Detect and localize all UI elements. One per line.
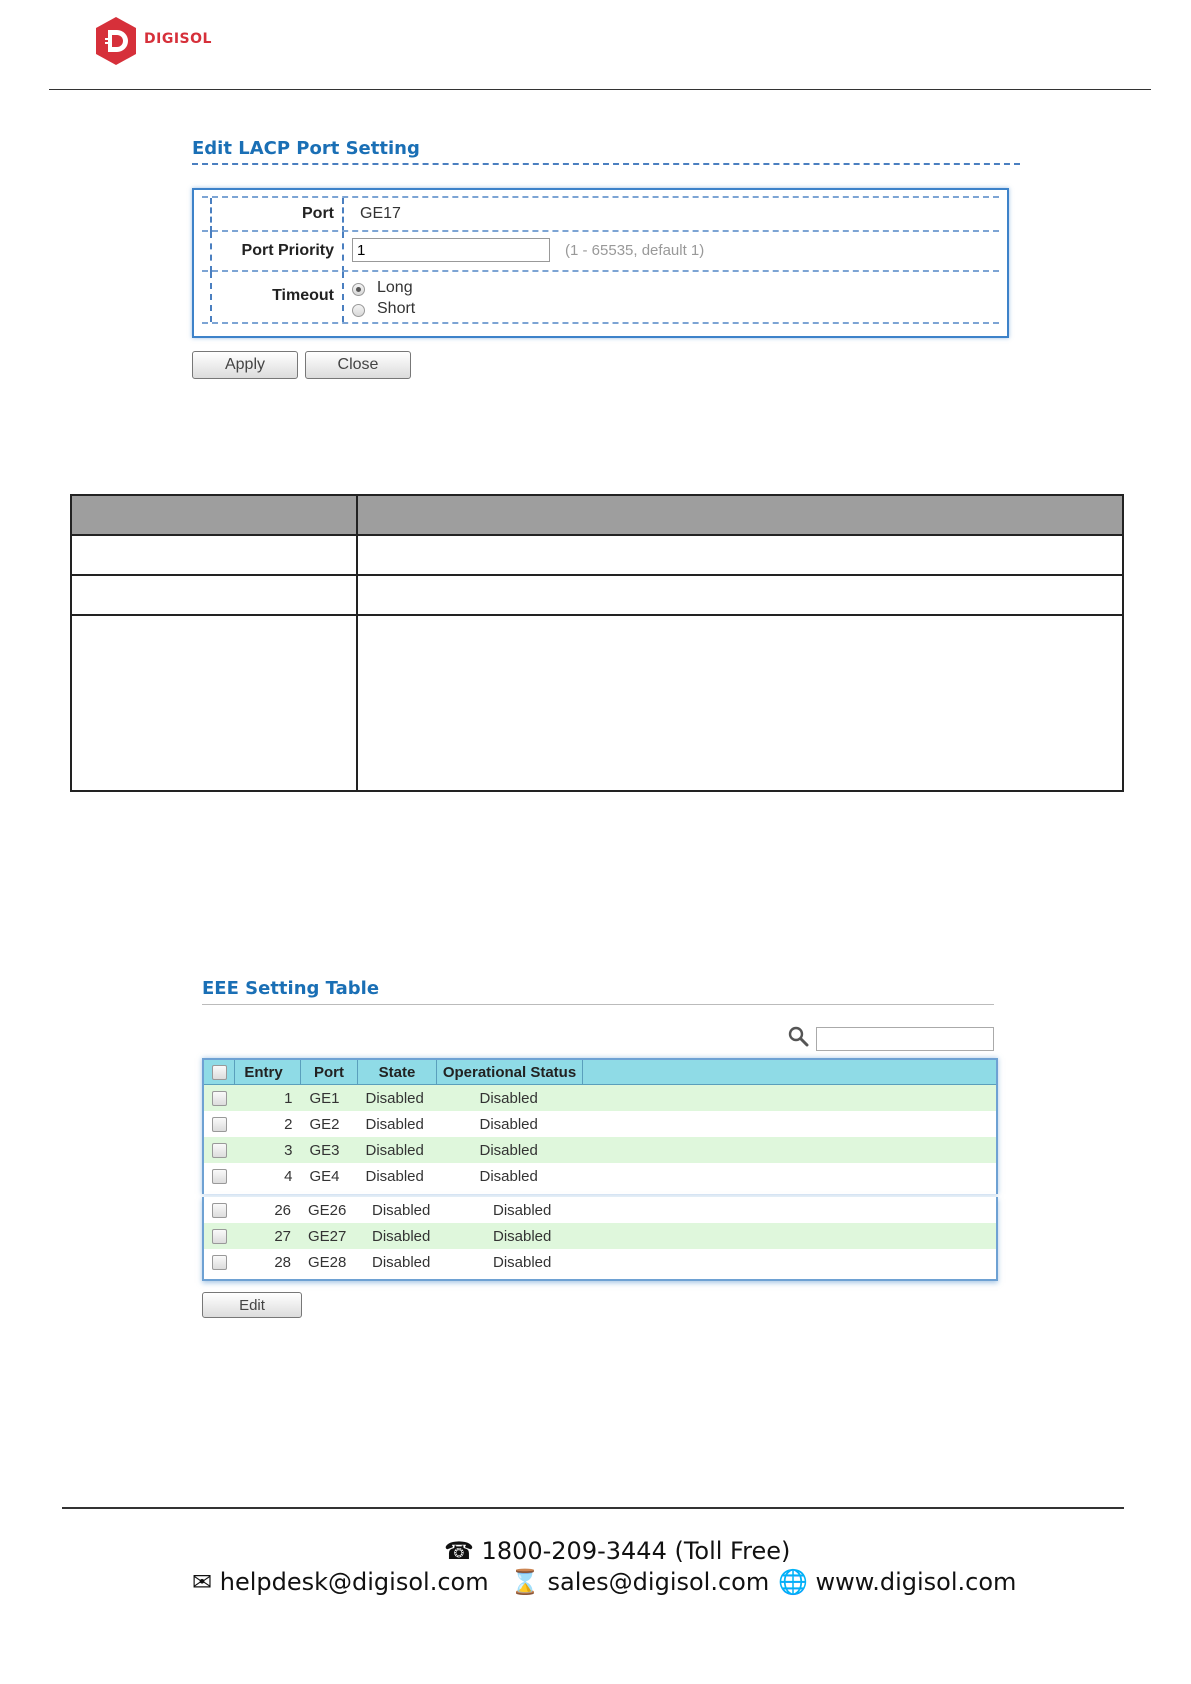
description-cell [71,535,357,575]
description-header-row [71,495,1123,535]
entry-cell: 3 [235,1137,301,1163]
description-row [71,535,1123,575]
select-all-checkbox[interactable] [212,1065,227,1080]
timeout-short-label: Short [377,300,416,317]
eee-table-bottom [202,1197,998,1281]
header-divider [49,89,1151,90]
description-cell [357,535,1123,575]
timeout-long-label: Long [377,279,413,296]
state-cell: Disabled [364,1197,450,1223]
port-cell: GE1 [301,1085,358,1112]
eee-table-top [202,1058,998,1194]
footer-helpdesk [192,1568,489,1596]
port-column-header[interactable]: Port [301,1060,358,1085]
description-header-cell [357,495,1123,535]
footer-phone-line [444,1537,790,1565]
entry-cell: 28 [234,1249,299,1275]
state-cell: Disabled [358,1137,437,1163]
port-cell: GE3 [301,1137,358,1163]
operational-status-cell: Disabled [437,1137,997,1163]
state-cell: Disabled [364,1249,450,1275]
table-row[interactable] [204,1137,996,1163]
globe-icon: 🌐 [778,1568,808,1596]
operational-status-cell: Disabled [450,1197,638,1223]
description-cell [71,615,357,791]
row-checkbox[interactable] [212,1229,227,1244]
brand-name: DIGISOL [144,31,212,47]
timeout-long-radio[interactable] [352,283,365,296]
eee-header-row [204,1060,996,1085]
edit-button[interactable]: Edit [202,1292,302,1318]
row-checkbox[interactable] [212,1143,227,1158]
state-cell: Disabled [358,1163,437,1189]
operational-status-cell: Disabled [437,1111,997,1137]
row-checkbox[interactable] [212,1169,227,1184]
search-icon[interactable] [787,1025,809,1047]
close-button[interactable]: Close [305,351,411,379]
entry-cell: 27 [234,1223,299,1249]
entry-cell: 4 [235,1163,301,1189]
state-cell: Disabled [364,1223,450,1249]
entry-cell: 26 [234,1197,299,1223]
eee-table [204,1060,996,1189]
port-cell: GE2 [301,1111,358,1137]
apply-button[interactable]: Apply [192,351,298,379]
description-row [71,615,1123,791]
state-cell: Disabled [358,1111,437,1137]
operational-status-cell: Disabled [450,1223,638,1249]
port-label: Port [210,198,344,232]
select-all-cell [204,1060,235,1085]
operational-status-column-header[interactable]: Operational Status [437,1060,583,1085]
description-table [70,494,1124,792]
phone-icon: ☎ [444,1537,474,1565]
port-priority-input[interactable] [352,238,550,262]
table-row[interactable] [204,1163,996,1189]
footer-divider [62,1507,1124,1509]
port-cell: GE26 [299,1197,364,1223]
row-checkbox[interactable] [212,1117,227,1132]
port-priority-label: Port Priority [210,232,344,272]
eee-table-continued [204,1197,996,1275]
hourglass-icon: ⌛ [510,1568,540,1596]
filler-column-header [583,1060,997,1085]
description-row [71,575,1123,615]
port-row [202,196,999,232]
entry-cell: 2 [235,1111,301,1137]
description-cell [357,575,1123,615]
search-input[interactable] [816,1027,994,1051]
row-checkbox[interactable] [212,1091,227,1106]
row-checkbox[interactable] [212,1255,227,1270]
description-cell [357,615,1123,791]
table-row[interactable] [204,1111,996,1137]
table-row[interactable] [204,1085,996,1112]
digisol-logo-icon [94,16,138,66]
footer-website [778,1568,1016,1596]
helpdesk-email[interactable]: helpdesk@digisol.com [219,1568,489,1596]
sales-email[interactable]: sales@digisol.com [547,1568,770,1596]
description-header-cell [71,495,357,535]
state-column-header[interactable]: State [358,1060,437,1085]
description-cell [71,575,357,615]
lacp-form [192,188,1009,338]
port-cell: GE28 [299,1249,364,1275]
timeout-row [202,270,999,324]
table-row[interactable] [204,1223,996,1249]
port-priority-hint: (1 - 65535, default 1) [565,242,705,259]
port-cell: GE4 [301,1163,358,1189]
table-row[interactable] [204,1197,996,1223]
port-cell: GE27 [299,1223,364,1249]
entry-cell: 1 [235,1085,301,1112]
footer-sales [510,1568,769,1596]
mail-icon: ✉ [192,1568,213,1596]
row-checkbox[interactable] [212,1203,227,1218]
timeout-label: Timeout [210,272,344,322]
lacp-panel-title: Edit LACP Port Setting [192,138,420,159]
timeout-short-radio[interactable] [352,304,365,317]
eee-table-title: EEE Setting Table [202,978,380,999]
operational-status-cell: Disabled [437,1085,997,1112]
table-row[interactable] [204,1249,996,1275]
operational-status-cell: Disabled [450,1249,638,1275]
website-link[interactable]: www.digisol.com [815,1568,1017,1596]
operational-status-cell: Disabled [437,1163,997,1189]
footer-phone: 1800-209-3444 (Toll Free) [481,1537,791,1565]
state-cell: Disabled [358,1085,437,1112]
lacp-title-divider [192,163,1020,165]
eee-title-divider [202,1004,994,1005]
port-value: GE17 [360,205,401,222]
entry-column-header[interactable]: Entry [235,1060,301,1085]
